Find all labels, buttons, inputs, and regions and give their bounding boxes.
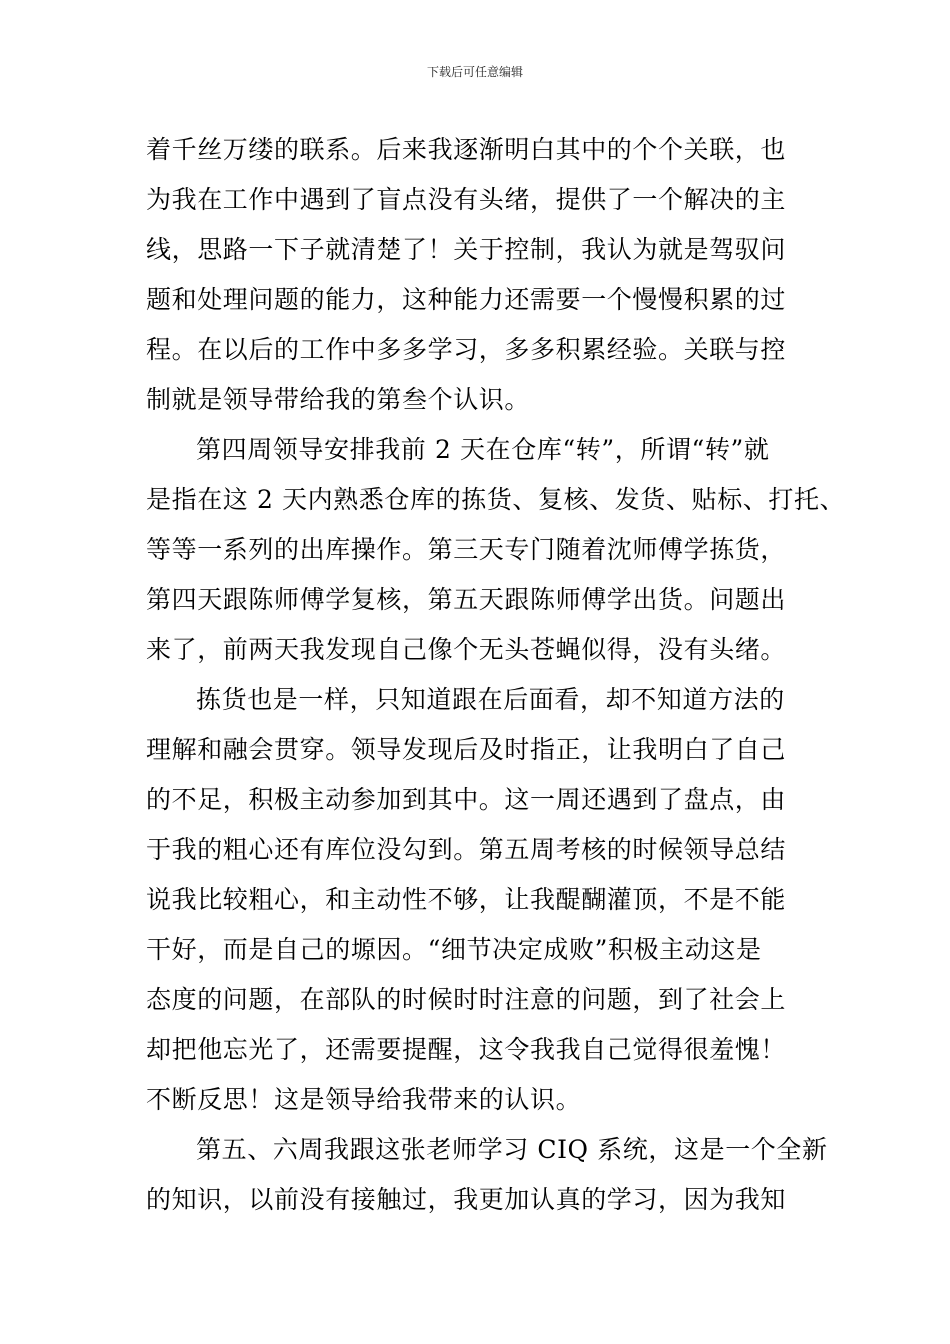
text-line: 不断反思！这是领导给我带来的认识。 (146, 1085, 582, 1114)
document-body (146, 125, 846, 1225)
text-line: 是指在这 2 天内熟悉仓库的拣货、复核、发货、贴标、打托、 (146, 485, 846, 514)
paragraph-first-line: 拣货也是一样，只知道跟在后面看，却不知道方法的 (196, 685, 785, 714)
page-header-note: 下载后可任意编辑 (426, 65, 523, 79)
paragraph-first-line: 第四周领导安排我前 2 天在仓库“转”，所谓“转”就 (196, 435, 770, 464)
text-line: 说我比较粗心，和主动性不够，让我醍醐灌顶，不是不能 (146, 885, 787, 914)
text-line: 来了，前两天我发现自己像个无头苍蝇似得，没有头绪。 (146, 635, 787, 664)
text-line: 的知识，以前没有接触过，我更加认真的学习，因为我知 (146, 1185, 787, 1214)
paragraph-first-line: 第五、六周我跟这张老师学习 CIQ 系统，这是一个全新 (196, 1135, 828, 1164)
text-line: 却把他忘光了，还需要提醒，这令我我自己觉得很羞愧！ (146, 1035, 787, 1064)
text-line: 制就是领导带给我的第叁个认识。 (146, 385, 531, 414)
text-line: 等等一系列的出库操作。第三天专门随着沈师傅学拣货， (146, 535, 787, 564)
text-line: 的不足，积极主动参加到其中。这一周还遇到了盘点，由 (146, 785, 787, 814)
text-line: 第四天跟陈师傅学复核，第五天跟陈师傅学出货。问题出 (146, 585, 787, 614)
text-line: 线，思路一下子就清楚了！关于控制，我认为就是驾驭问 (146, 235, 787, 264)
text-line: 题和处理问题的能力，这种能力还需要一个慢慢积累的过 (146, 285, 787, 314)
text-line: 着千丝万缕的联系。后来我逐渐明白其中的个个关联，也 (146, 135, 787, 164)
text-line: 于我的粗心还有库位没勾到。第五周考核的时候领导总结 (146, 835, 787, 864)
text-line: 为我在工作中遇到了盲点没有头绪，提供了一个解决的主 (146, 185, 787, 214)
text-line: 程。在以后的工作中多多学习，多多积累经验。关联与控 (146, 335, 787, 364)
text-line: 干好，而是自己的塬因。“细节决定成败”积极主动这是 (146, 935, 762, 964)
text-line: 态度的问题，在部队的时候时时注意的问题，到了社会上 (146, 985, 787, 1014)
text-line: 理解和融会贯穿。领导发现后及时指正，让我明白了自己 (146, 735, 787, 764)
